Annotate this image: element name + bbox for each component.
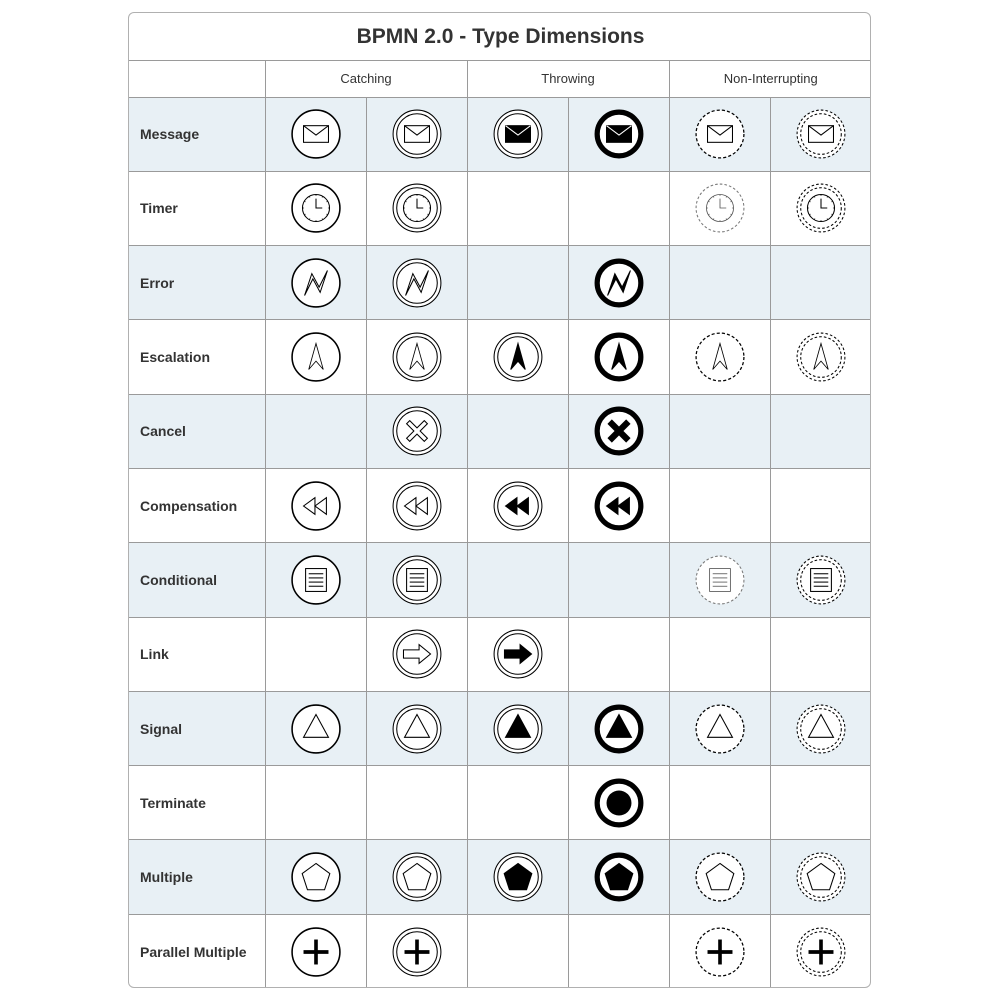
bpmn-table-frame bbox=[128, 12, 871, 988]
event-cell bbox=[366, 394, 467, 468]
event-cell bbox=[568, 691, 669, 765]
message-icon bbox=[391, 108, 443, 160]
event-cell bbox=[770, 468, 871, 542]
timer-icon bbox=[694, 182, 746, 234]
event-cell bbox=[568, 617, 669, 691]
event-cell bbox=[770, 97, 871, 171]
event-cell bbox=[265, 617, 366, 691]
table-row bbox=[129, 840, 871, 914]
escalation-icon bbox=[391, 331, 443, 383]
escalation-icon bbox=[593, 331, 645, 383]
header-row bbox=[129, 61, 871, 97]
table-row bbox=[129, 766, 871, 840]
conditional-icon bbox=[391, 554, 443, 606]
table-row bbox=[129, 246, 871, 320]
timer-icon bbox=[795, 182, 847, 234]
event-cell bbox=[770, 914, 871, 988]
escalation-icon bbox=[694, 331, 746, 383]
table-row bbox=[129, 171, 871, 245]
event-cell bbox=[467, 766, 568, 840]
event-cell bbox=[770, 171, 871, 245]
escalation-icon bbox=[795, 331, 847, 383]
event-cell bbox=[568, 840, 669, 914]
signal-icon bbox=[492, 703, 544, 755]
event-cell bbox=[568, 914, 669, 988]
cancel-icon bbox=[593, 405, 645, 457]
message-icon bbox=[795, 108, 847, 160]
event-cell bbox=[265, 766, 366, 840]
table-row bbox=[129, 617, 871, 691]
event-cell bbox=[366, 468, 467, 542]
conditional-icon bbox=[694, 554, 746, 606]
event-cell bbox=[568, 468, 669, 542]
event-cell bbox=[467, 543, 568, 617]
event-cell bbox=[366, 320, 467, 394]
header-corner bbox=[129, 61, 265, 97]
event-cell bbox=[568, 320, 669, 394]
event-cell bbox=[770, 691, 871, 765]
event-cell bbox=[568, 246, 669, 320]
link-icon bbox=[492, 628, 544, 680]
row-label: Compensation bbox=[129, 468, 265, 542]
multiple-icon bbox=[492, 851, 544, 903]
event-cell bbox=[467, 617, 568, 691]
multiple-icon bbox=[290, 851, 342, 903]
event-cell bbox=[467, 840, 568, 914]
row-label: Link bbox=[129, 617, 265, 691]
event-cell bbox=[366, 171, 467, 245]
conditional-icon bbox=[290, 554, 342, 606]
event-cell bbox=[770, 840, 871, 914]
event-cell bbox=[467, 468, 568, 542]
event-cell bbox=[265, 171, 366, 245]
table-row bbox=[129, 394, 871, 468]
event-cell bbox=[669, 171, 770, 245]
row-label: Cancel bbox=[129, 394, 265, 468]
cancel-icon bbox=[391, 405, 443, 457]
event-cell bbox=[265, 320, 366, 394]
event-cell bbox=[366, 914, 467, 988]
event-cell bbox=[366, 543, 467, 617]
signal-icon bbox=[290, 703, 342, 755]
event-cell bbox=[669, 840, 770, 914]
table-row bbox=[129, 691, 871, 765]
event-cell bbox=[669, 246, 770, 320]
event-cell bbox=[568, 97, 669, 171]
multiple-icon bbox=[391, 851, 443, 903]
timer-icon bbox=[391, 182, 443, 234]
event-cell bbox=[467, 246, 568, 320]
table-row bbox=[129, 914, 871, 988]
header-non-interrupting: Non-Interrupting bbox=[669, 61, 871, 97]
event-cell bbox=[770, 543, 871, 617]
event-cell bbox=[366, 246, 467, 320]
compensation-icon bbox=[492, 480, 544, 532]
diagram-title: BPMN 2.0 - Type Dimensions bbox=[129, 13, 871, 61]
row-label: Multiple bbox=[129, 840, 265, 914]
header-throwing: Throwing bbox=[467, 61, 669, 97]
row-label: Parallel Multiple bbox=[129, 914, 265, 988]
event-cell bbox=[770, 617, 871, 691]
event-cell bbox=[366, 617, 467, 691]
parallel-multiple-icon bbox=[694, 926, 746, 978]
event-cell bbox=[467, 97, 568, 171]
event-cell bbox=[669, 691, 770, 765]
row-label: Message bbox=[129, 97, 265, 171]
error-icon bbox=[593, 257, 645, 309]
event-cell bbox=[568, 543, 669, 617]
event-cell bbox=[669, 914, 770, 988]
row-label: Signal bbox=[129, 691, 265, 765]
event-cell bbox=[568, 171, 669, 245]
multiple-icon bbox=[593, 851, 645, 903]
event-cell bbox=[669, 617, 770, 691]
row-label: Conditional bbox=[129, 543, 265, 617]
event-cell bbox=[366, 840, 467, 914]
row-label: Error bbox=[129, 246, 265, 320]
event-cell bbox=[467, 171, 568, 245]
event-cell bbox=[265, 543, 366, 617]
multiple-icon bbox=[795, 851, 847, 903]
error-icon bbox=[391, 257, 443, 309]
parallel-multiple-icon bbox=[290, 926, 342, 978]
parallel-multiple-icon bbox=[391, 926, 443, 978]
event-cell bbox=[669, 468, 770, 542]
signal-icon bbox=[795, 703, 847, 755]
signal-icon bbox=[391, 703, 443, 755]
row-label: Timer bbox=[129, 171, 265, 245]
event-cell bbox=[568, 394, 669, 468]
header-catching: Catching bbox=[265, 61, 467, 97]
event-cell bbox=[366, 97, 467, 171]
event-cell bbox=[770, 320, 871, 394]
event-cell bbox=[467, 320, 568, 394]
event-cell bbox=[265, 97, 366, 171]
parallel-multiple-icon bbox=[795, 926, 847, 978]
compensation-icon bbox=[290, 480, 342, 532]
table-row bbox=[129, 97, 871, 171]
event-cell bbox=[669, 543, 770, 617]
conditional-icon bbox=[795, 554, 847, 606]
link-icon bbox=[391, 628, 443, 680]
event-cell bbox=[770, 246, 871, 320]
event-cell bbox=[467, 394, 568, 468]
signal-icon bbox=[593, 703, 645, 755]
event-cell bbox=[568, 766, 669, 840]
terminate-icon bbox=[593, 777, 645, 829]
multiple-icon bbox=[694, 851, 746, 903]
event-type-grid bbox=[129, 61, 871, 988]
table-row bbox=[129, 468, 871, 542]
error-icon bbox=[290, 257, 342, 309]
escalation-icon bbox=[492, 331, 544, 383]
event-cell bbox=[669, 97, 770, 171]
event-cell bbox=[366, 766, 467, 840]
timer-icon bbox=[290, 182, 342, 234]
event-cell bbox=[467, 914, 568, 988]
message-icon bbox=[694, 108, 746, 160]
event-cell bbox=[265, 246, 366, 320]
compensation-icon bbox=[391, 480, 443, 532]
message-icon bbox=[492, 108, 544, 160]
event-cell bbox=[669, 320, 770, 394]
escalation-icon bbox=[290, 331, 342, 383]
event-cell bbox=[467, 691, 568, 765]
event-cell bbox=[669, 766, 770, 840]
event-cell bbox=[770, 394, 871, 468]
compensation-icon bbox=[593, 480, 645, 532]
message-icon bbox=[593, 108, 645, 160]
table-row bbox=[129, 320, 871, 394]
event-cell bbox=[265, 394, 366, 468]
signal-icon bbox=[694, 703, 746, 755]
table-row bbox=[129, 543, 871, 617]
event-cell bbox=[770, 766, 871, 840]
message-icon bbox=[290, 108, 342, 160]
event-cell bbox=[669, 394, 770, 468]
event-cell bbox=[265, 691, 366, 765]
event-cell bbox=[366, 691, 467, 765]
event-cell bbox=[265, 840, 366, 914]
event-cell bbox=[265, 914, 366, 988]
row-label: Terminate bbox=[129, 766, 265, 840]
row-label: Escalation bbox=[129, 320, 265, 394]
event-cell bbox=[265, 468, 366, 542]
